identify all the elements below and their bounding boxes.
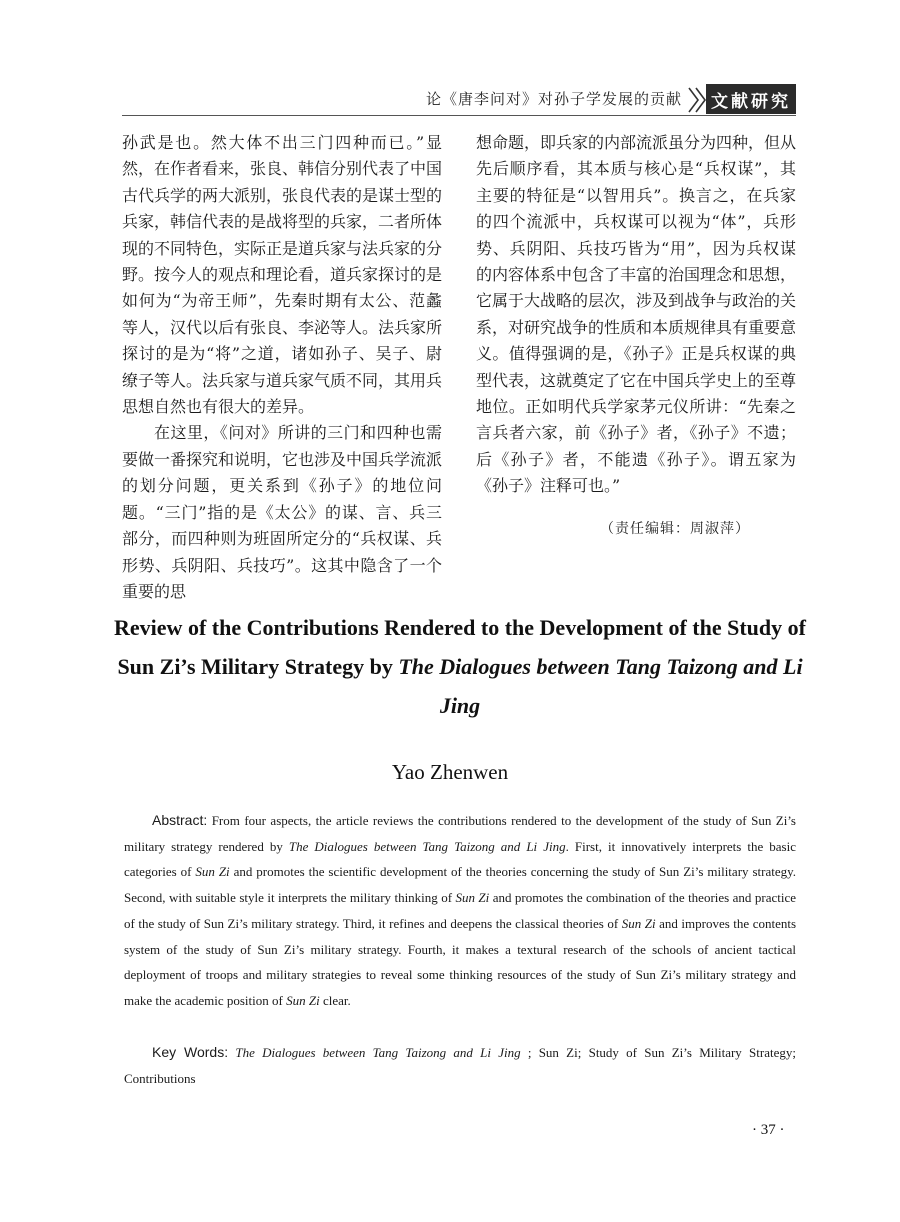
- english-title: [110, 608, 810, 725]
- keywords-rest: ; Sun Zi; Study of Sun Zi’s Military Strategy; Contributions: [124, 1045, 796, 1086]
- english-title-main: Review of the Contributions Rendered to the Development of the Study of Sun Zi’s Military Strategy by: [114, 615, 806, 679]
- abstract-italic-f: Sun Zi: [455, 890, 490, 906]
- abstract-text-k: clear.: [319, 992, 351, 1008]
- english-title-italic: The Dialogues between Tang Taizong and Li Jing: [398, 654, 803, 718]
- abstract-italic-j: Sun Zi: [286, 992, 320, 1008]
- right-column: [476, 130, 796, 500]
- abstract-label: Abstract:: [152, 812, 208, 828]
- section-tag: 文献研究: [706, 84, 796, 114]
- left-column: [122, 130, 442, 605]
- keywords-label: Key Words:: [152, 1044, 229, 1060]
- abstract-italic-d: Sun Zi: [195, 864, 230, 880]
- abstract-text-g: and promotes the combination of the theories and practice of the study of Sun Zi’s military strategy. Third, it refines and deepens the classical theories of: [124, 890, 796, 931]
- abstract-text-a: From four aspects, the article reviews the contributions rendered to the development of the study of Sun Zi’s military strategy rendered by: [124, 813, 796, 854]
- english-author: Yao Zhenwen: [391, 760, 509, 784]
- right-paragraph-1: 想命题，即兵家的内部流派虽分为四种，但从先后顺序看，其本质与核心是“兵权谋”，其主要的特征是“以智用兵”。换言之，在兵家的四个流派中，兵权谋可以视为“体”，兵形势、兵阴阳、兵技巧皆为“用”，因为兵权谋的内容体系中包含了丰富的治国理念和思想，它属于大战略的层次，涉及到战争与政治的关系，对研究战争的性质和本质规律具有重要意义。值得强调的是，《孙子》正是兵权谋的典型代表，这就奠定了它在中国兵学史上的至尊地位。正如明代兵学家茅元仪所讲：“先秦之言兵者六家，前《孙子》者，《孙子》不遗；后《孙子》者，不能遗《孙子》。谓五家为《孙子》注释可也。”: [476, 133, 797, 496]
- page-number: · 37 ·: [752, 1122, 785, 1138]
- abstract-text-c: . First, it innovatively interprets the basic categories of: [124, 838, 796, 880]
- page-header: [0, 84, 900, 118]
- keywords: [124, 1040, 796, 1091]
- running-title: 论《唐李问对》对孙子学发展的贡献: [425, 90, 682, 108]
- header-rule: [122, 115, 796, 116]
- abstract-italic-h: Sun Zi: [621, 915, 656, 931]
- abstract: [124, 808, 796, 1014]
- keywords-italic: The Dialogues between Tang Taizong and Li Jing: [235, 1045, 521, 1060]
- left-paragraph-1: 孙武是也。然大体不出三门四种而已。”显然，在作者看来，张良、韩信分别代表了中国古代兵学的两大派别，张良代表的是谋士型的兵家，韩信代表的是战将型的兵家，二者所体现的不同特色，实际正是道兵家与法兵家的分野。按今人的观点和理论看，道兵家探讨的是如何为“为帝王师”，先秦时期有太公、范蠡等人，汉代以后有张良、李泌等人。法兵家所探讨的是为“将”之道，诸如孙子、吴子、尉缭子等人。法兵家与道兵家气质不同，其用兵思想自然也有很大的差异。: [122, 133, 443, 417]
- abstract-text-i: and improves the contents system of the study of Sun Zi’s military strategy. Fourth, it makes a textural research of the schools of ancient tactical deployment of troops and military strategies to reveal some thinking resources of the study of Sun Zi’s military strategy and make the academic position of: [124, 915, 797, 1008]
- chevron-right-icon: [686, 86, 708, 114]
- responsible-editor: （责任编辑：周淑萍）: [600, 521, 750, 537]
- left-paragraph-2: 在这里，《问对》所讲的三门和四种也需要做一番探究和说明，它也涉及中国兵学流派的划分问题，更关系到《孙子》的地位问题。“三门”指的是《太公》的谋、言、兵三部分，而四种则为班固所定分的“兵权谋、兵形势、兵阴阳、兵技巧”。这其中隐含了一个重要的思: [122, 423, 443, 601]
- abstract-italic-b: The Dialogues between Tang Taizong and Li Jing: [288, 838, 566, 854]
- abstract-text-e: and promotes the scientific development of the theories concerning the study of Sun Zi’s military strategy. Second, with suitable style it interprets the military thinking of: [124, 864, 797, 906]
